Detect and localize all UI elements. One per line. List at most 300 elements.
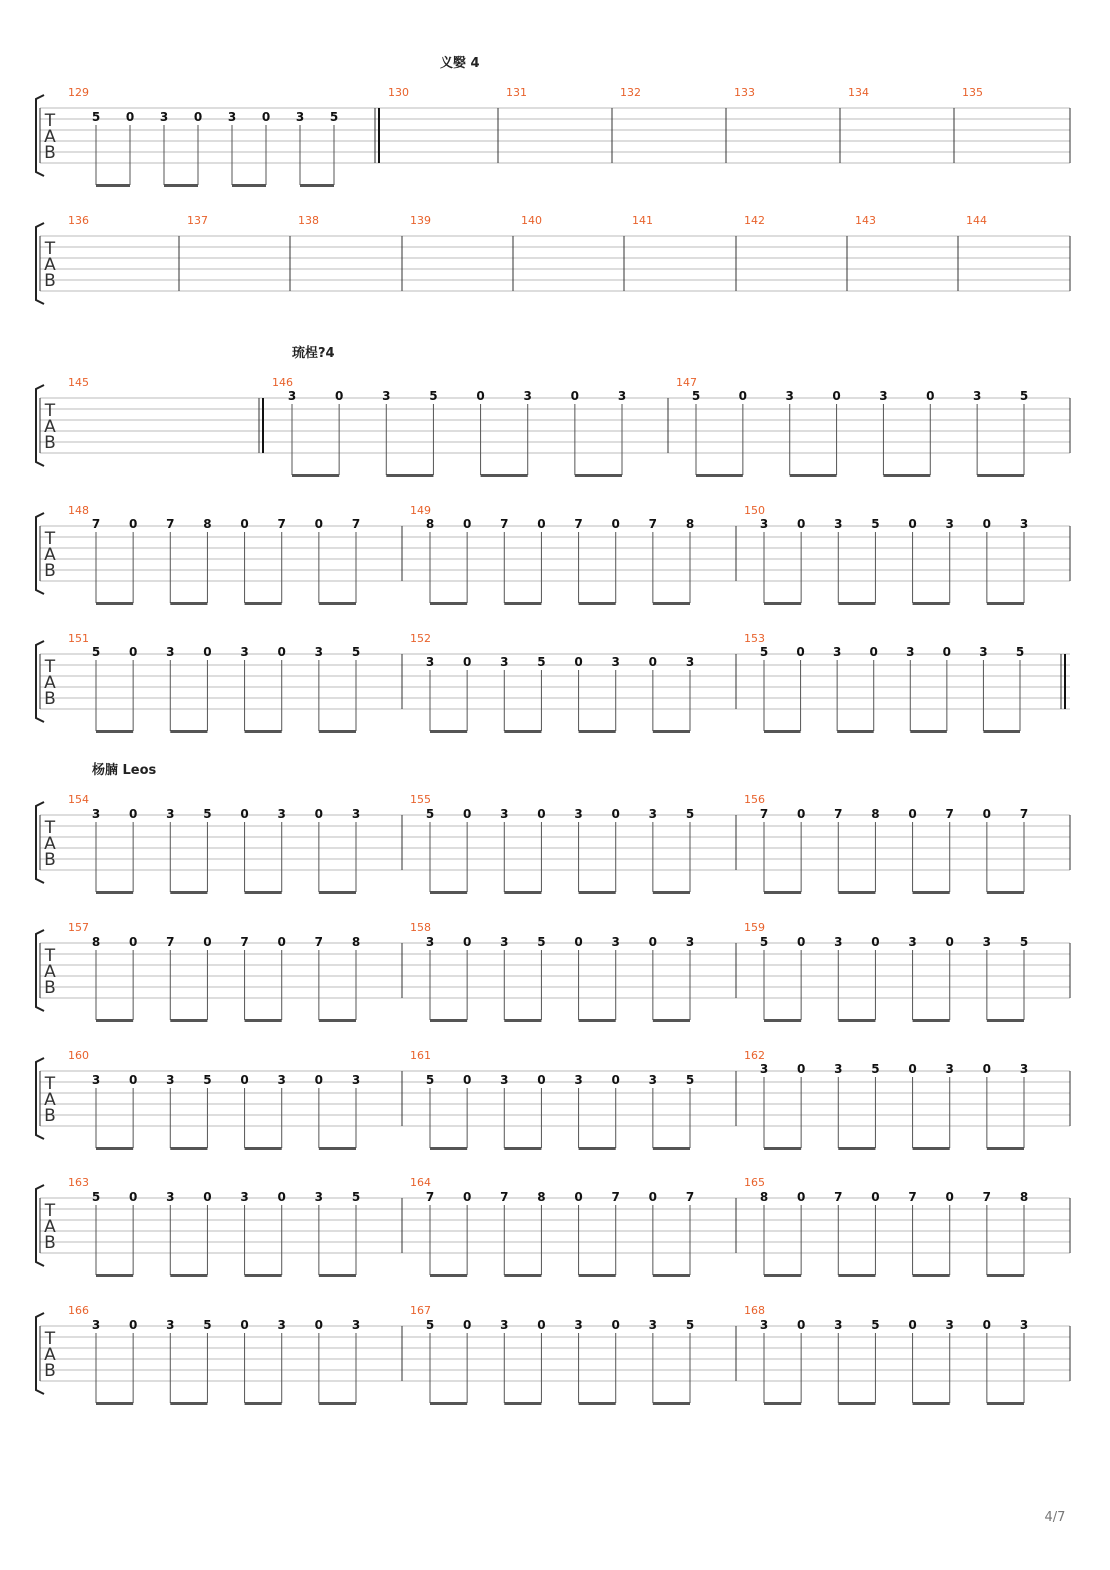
fret-number: 0 xyxy=(128,1073,138,1087)
page-number: 4/7 xyxy=(1044,1510,1066,1525)
beam xyxy=(653,1147,690,1150)
beam xyxy=(987,1019,1024,1022)
fret-number: 5 xyxy=(425,1318,435,1332)
beam xyxy=(232,184,266,187)
fret-number: 5 xyxy=(203,1073,212,1087)
measure-number: 160 xyxy=(68,1049,89,1062)
measure-number: 136 xyxy=(68,214,89,227)
fret-number: 0 xyxy=(869,645,878,659)
beam xyxy=(300,184,334,187)
fret-number: 5 xyxy=(91,645,101,659)
fret-number: 0 xyxy=(125,110,135,124)
measure-number: 131 xyxy=(506,86,527,99)
beam xyxy=(838,1402,875,1405)
fret-number: 5 xyxy=(425,1073,435,1087)
fret-number: 3 xyxy=(227,110,237,124)
fret-number: 0 xyxy=(945,935,954,949)
beam xyxy=(838,891,875,894)
fret-number: 0 xyxy=(982,1062,992,1076)
beam xyxy=(170,1019,207,1022)
fret-number: 3 xyxy=(574,1318,583,1332)
beam xyxy=(987,891,1024,894)
fret-number: 3 xyxy=(759,517,769,531)
fret-number: 0 xyxy=(982,1318,992,1332)
beam xyxy=(481,474,528,477)
fret-number: 3 xyxy=(91,1073,101,1087)
fret-number: 0 xyxy=(261,110,271,124)
fret-number: 3 xyxy=(685,935,695,949)
beam xyxy=(910,730,947,733)
fret-number: 5 xyxy=(871,1318,880,1332)
fret-number: 3 xyxy=(785,389,794,403)
tab-clef-letter: A xyxy=(44,127,56,147)
tab-clef-letter: T xyxy=(44,401,56,421)
fret-number: 0 xyxy=(574,655,583,669)
fret-number: 8 xyxy=(1019,1190,1029,1204)
beam xyxy=(764,1274,801,1277)
fret-number: 0 xyxy=(908,807,917,821)
fret-number: 3 xyxy=(685,655,695,669)
fret-number: 3 xyxy=(908,935,917,949)
fret-number: 0 xyxy=(832,389,841,403)
beam xyxy=(913,1147,950,1150)
beam xyxy=(319,1274,356,1277)
fret-number: 0 xyxy=(314,1073,324,1087)
fret-number: 0 xyxy=(203,935,212,949)
fret-number: 3 xyxy=(166,1073,175,1087)
fret-number: 7 xyxy=(834,807,843,821)
measure-number: 168 xyxy=(744,1304,765,1317)
tab-clef-letter: B xyxy=(44,850,56,870)
fret-number: 5 xyxy=(691,389,701,403)
fret-number: 3 xyxy=(91,1318,101,1332)
beam xyxy=(838,1019,875,1022)
measure-number: 163 xyxy=(68,1176,89,1189)
fret-number: 7 xyxy=(425,1190,435,1204)
measure-number: 138 xyxy=(298,214,319,227)
measure-number: 141 xyxy=(632,214,653,227)
fret-number: 7 xyxy=(648,517,658,531)
beam xyxy=(245,1019,282,1022)
beam xyxy=(319,1402,356,1405)
fret-number: 5 xyxy=(351,645,361,659)
beam xyxy=(837,730,874,733)
fret-number: 7 xyxy=(351,517,361,531)
beam xyxy=(579,1147,616,1150)
tab-clef-letter: B xyxy=(44,561,56,581)
tab-clef-letter: B xyxy=(44,689,56,709)
fret-number: 3 xyxy=(982,935,992,949)
fret-number: 0 xyxy=(537,1073,546,1087)
fret-number: 3 xyxy=(574,807,583,821)
tab-clef-letter: B xyxy=(44,143,56,163)
fret-number: 5 xyxy=(537,655,546,669)
fret-number: 8 xyxy=(351,935,361,949)
fret-number: 0 xyxy=(871,935,880,949)
fret-number: 3 xyxy=(972,389,982,403)
beam xyxy=(430,730,467,733)
beam xyxy=(170,891,207,894)
fret-number: 5 xyxy=(425,807,435,821)
beam xyxy=(696,474,743,477)
fret-number: 0 xyxy=(277,935,286,949)
fret-number: 3 xyxy=(287,389,297,403)
beam xyxy=(838,602,875,605)
beam xyxy=(838,1274,875,1277)
tab-clef-letter: T xyxy=(44,657,56,677)
fret-number: 5 xyxy=(1015,645,1025,659)
measure-number: 137 xyxy=(187,214,208,227)
fret-number: 7 xyxy=(574,517,583,531)
fret-number: 0 xyxy=(796,1318,806,1332)
fret-number: 3 xyxy=(159,110,169,124)
fret-number: 3 xyxy=(648,807,658,821)
tab-clef-letter: B xyxy=(44,1361,56,1381)
fret-number: 0 xyxy=(462,1318,472,1332)
fret-number: 0 xyxy=(574,935,583,949)
beam xyxy=(170,602,207,605)
fret-number: 0 xyxy=(648,935,658,949)
beam xyxy=(245,602,282,605)
fret-number: 5 xyxy=(203,807,212,821)
tab-clef-letter: T xyxy=(44,529,56,549)
fret-number: 8 xyxy=(91,935,101,949)
fret-number: 7 xyxy=(500,1190,509,1204)
fret-number: 0 xyxy=(537,1318,546,1332)
fret-number: 0 xyxy=(128,1318,138,1332)
beam xyxy=(170,1274,207,1277)
beam xyxy=(504,1019,541,1022)
fret-number: 5 xyxy=(1019,935,1029,949)
fret-number: 3 xyxy=(166,1190,175,1204)
fret-number: 7 xyxy=(314,935,324,949)
fret-number: 7 xyxy=(834,1190,843,1204)
fret-number: 5 xyxy=(351,1190,361,1204)
beam xyxy=(96,1274,133,1277)
fret-number: 8 xyxy=(685,517,695,531)
beam xyxy=(96,1147,133,1150)
fret-number: 0 xyxy=(462,1073,472,1087)
fret-number: 7 xyxy=(759,807,769,821)
beam xyxy=(430,891,467,894)
fret-number: 5 xyxy=(685,1073,695,1087)
fret-number: 0 xyxy=(277,645,286,659)
tab-clef-letter: T xyxy=(44,1329,56,1349)
beam xyxy=(579,730,616,733)
measure-number: 162 xyxy=(744,1049,765,1062)
beam xyxy=(504,1147,541,1150)
tab-clef-letter: T xyxy=(44,239,56,259)
fret-number: 0 xyxy=(648,1190,658,1204)
fret-number: 0 xyxy=(796,1190,806,1204)
fret-number: 0 xyxy=(203,645,212,659)
fret-number: 5 xyxy=(759,935,769,949)
fret-number: 5 xyxy=(537,935,546,949)
beam xyxy=(96,184,130,187)
measure-number: 145 xyxy=(68,376,89,389)
beam xyxy=(987,1274,1024,1277)
fret-number: 3 xyxy=(611,935,620,949)
tab-clef-letter: B xyxy=(44,978,56,998)
fret-number: 3 xyxy=(759,1062,769,1076)
fret-number: 7 xyxy=(277,517,286,531)
fret-number: 3 xyxy=(500,1318,509,1332)
beam xyxy=(764,1147,801,1150)
beam xyxy=(987,602,1024,605)
tab-clef-letter: A xyxy=(44,1345,56,1365)
fret-number: 7 xyxy=(500,517,509,531)
measure-number: 130 xyxy=(388,86,409,99)
measure-number: 139 xyxy=(410,214,431,227)
fret-number: 7 xyxy=(240,935,249,949)
measure-number: 164 xyxy=(410,1176,431,1189)
beam xyxy=(653,891,690,894)
fret-number: 3 xyxy=(240,1190,249,1204)
fret-number: 5 xyxy=(685,1318,695,1332)
fret-number: 5 xyxy=(871,517,880,531)
beam xyxy=(764,1019,801,1022)
beam xyxy=(96,891,133,894)
fret-number: 3 xyxy=(1019,1062,1029,1076)
fret-number: 0 xyxy=(240,807,249,821)
fret-number: 5 xyxy=(203,1318,212,1332)
beam xyxy=(386,474,433,477)
fret-number: 8 xyxy=(425,517,435,531)
fret-number: 0 xyxy=(240,1318,249,1332)
tab-clef-letter: B xyxy=(44,1106,56,1126)
fret-number: 0 xyxy=(314,517,324,531)
fret-number: 3 xyxy=(906,645,915,659)
beam xyxy=(504,602,541,605)
measure-number: 153 xyxy=(744,632,765,645)
beam xyxy=(245,1147,282,1150)
fret-number: 0 xyxy=(462,517,472,531)
beam xyxy=(764,730,801,733)
measure-number: 129 xyxy=(68,86,89,99)
fret-number: 0 xyxy=(871,1190,880,1204)
fret-number: 0 xyxy=(908,1062,917,1076)
fret-number: 0 xyxy=(476,389,485,403)
measure-number: 140 xyxy=(521,214,542,227)
measure-number: 150 xyxy=(744,504,765,517)
beam xyxy=(579,1402,616,1405)
fret-number: 3 xyxy=(166,1318,175,1332)
fret-number: 3 xyxy=(277,1318,286,1332)
fret-number: 3 xyxy=(382,389,391,403)
beam xyxy=(504,1274,541,1277)
beam xyxy=(245,1402,282,1405)
fret-number: 0 xyxy=(193,110,203,124)
beam xyxy=(579,602,616,605)
fret-number: 7 xyxy=(166,935,175,949)
fret-number: 3 xyxy=(1019,1318,1029,1332)
tab-clef-letter: B xyxy=(44,433,56,453)
tab-clef-letter: T xyxy=(44,946,56,966)
beam xyxy=(319,602,356,605)
fret-number: 0 xyxy=(240,1073,249,1087)
section-label: 义嫛 4 xyxy=(440,56,480,71)
tab-clef-letter: B xyxy=(44,271,56,291)
fret-number: 3 xyxy=(351,1318,361,1332)
measure-number: 157 xyxy=(68,921,89,934)
fret-number: 3 xyxy=(945,1318,954,1332)
fret-number: 7 xyxy=(982,1190,992,1204)
fret-number: 0 xyxy=(462,807,472,821)
fret-number: 3 xyxy=(425,935,435,949)
beam xyxy=(319,730,356,733)
fret-number: 0 xyxy=(738,389,748,403)
beam xyxy=(983,730,1020,733)
beam xyxy=(504,730,541,733)
fret-number: 0 xyxy=(537,517,546,531)
fret-number: 0 xyxy=(796,935,806,949)
beam xyxy=(653,602,690,605)
measure-number: 167 xyxy=(410,1304,431,1317)
fret-number: 3 xyxy=(351,1073,361,1087)
beam xyxy=(245,891,282,894)
fret-number: 7 xyxy=(1019,807,1029,821)
beam xyxy=(319,891,356,894)
beam xyxy=(504,1402,541,1405)
section-label: 杨腩 Leos xyxy=(92,763,157,778)
beam xyxy=(987,1147,1024,1150)
fret-number: 3 xyxy=(834,1318,843,1332)
beam xyxy=(170,1147,207,1150)
beam xyxy=(170,730,207,733)
beam xyxy=(430,1402,467,1405)
measure-number: 154 xyxy=(68,793,89,806)
beam xyxy=(653,1019,690,1022)
fret-number: 0 xyxy=(128,1190,138,1204)
fret-number: 3 xyxy=(945,517,954,531)
tab-clef-letter: T xyxy=(44,1201,56,1221)
fret-number: 5 xyxy=(329,110,339,124)
fret-number: 3 xyxy=(425,655,435,669)
fret-number: 0 xyxy=(462,1190,472,1204)
fret-number: 0 xyxy=(462,935,472,949)
beam xyxy=(430,602,467,605)
measure-number: 146 xyxy=(272,376,293,389)
measure-number: 155 xyxy=(410,793,431,806)
fret-number: 0 xyxy=(796,1062,806,1076)
beam xyxy=(579,1019,616,1022)
fret-number: 0 xyxy=(277,1190,286,1204)
tab-clef-letter: B xyxy=(44,1233,56,1253)
beam xyxy=(883,474,930,477)
measure-number: 132 xyxy=(620,86,641,99)
fret-number: 0 xyxy=(982,807,992,821)
beam xyxy=(913,1019,950,1022)
fret-number: 5 xyxy=(429,389,438,403)
fret-number: 3 xyxy=(277,1073,286,1087)
fret-number: 8 xyxy=(203,517,212,531)
fret-number: 7 xyxy=(908,1190,917,1204)
beam xyxy=(790,474,837,477)
fret-number: 0 xyxy=(203,1190,212,1204)
tab-clef-letter: T xyxy=(44,818,56,838)
beam xyxy=(164,184,198,187)
fret-number: 0 xyxy=(908,517,917,531)
fret-number: 0 xyxy=(796,807,806,821)
tab-clef-letter: A xyxy=(44,673,56,693)
fret-number: 3 xyxy=(523,389,532,403)
fret-number: 0 xyxy=(128,517,138,531)
measure-number: 135 xyxy=(962,86,983,99)
beam xyxy=(430,1019,467,1022)
fret-number: 3 xyxy=(277,807,286,821)
fret-number: 3 xyxy=(648,1073,658,1087)
measure-number: 156 xyxy=(744,793,765,806)
fret-number: 3 xyxy=(648,1318,658,1332)
fret-number: 7 xyxy=(685,1190,695,1204)
measure-number: 161 xyxy=(410,1049,431,1062)
beam xyxy=(653,730,690,733)
fret-number: 3 xyxy=(500,935,509,949)
fret-number: 0 xyxy=(537,807,546,821)
fret-number: 0 xyxy=(611,1318,620,1332)
beam xyxy=(430,1274,467,1277)
beam xyxy=(913,602,950,605)
fret-number: 3 xyxy=(834,1062,843,1076)
fret-number: 5 xyxy=(91,110,101,124)
fret-number: 3 xyxy=(295,110,305,124)
fret-number: 3 xyxy=(91,807,101,821)
tab-clef-letter: A xyxy=(44,1090,56,1110)
beam xyxy=(170,1402,207,1405)
fret-number: 0 xyxy=(926,389,935,403)
beam xyxy=(96,1402,133,1405)
fret-number: 3 xyxy=(166,807,175,821)
measure-number: 134 xyxy=(848,86,869,99)
beam xyxy=(653,1402,690,1405)
beam xyxy=(430,1147,467,1150)
tab-clef-letter: A xyxy=(44,545,56,565)
beam xyxy=(319,1147,356,1150)
fret-number: 3 xyxy=(611,655,620,669)
fret-number: 0 xyxy=(945,1190,954,1204)
fret-number: 3 xyxy=(314,645,324,659)
fret-number: 8 xyxy=(537,1190,546,1204)
fret-number: 3 xyxy=(314,1190,324,1204)
fret-number: 3 xyxy=(834,935,843,949)
tab-clef-letter: A xyxy=(44,1217,56,1237)
fret-number: 5 xyxy=(91,1190,101,1204)
measure-number: 133 xyxy=(734,86,755,99)
fret-number: 3 xyxy=(979,645,988,659)
fret-number: 0 xyxy=(462,655,472,669)
measure-number: 148 xyxy=(68,504,89,517)
fret-number: 0 xyxy=(128,935,138,949)
fret-number: 0 xyxy=(334,389,344,403)
beam xyxy=(579,891,616,894)
fret-number: 5 xyxy=(1019,389,1029,403)
tab-clef-letter: A xyxy=(44,255,56,275)
fret-number: 3 xyxy=(945,1062,954,1076)
fret-number: 3 xyxy=(240,645,249,659)
beam xyxy=(977,474,1024,477)
fret-number: 3 xyxy=(574,1073,583,1087)
beam xyxy=(292,474,339,477)
fret-number: 7 xyxy=(91,517,101,531)
beam xyxy=(838,1147,875,1150)
beam xyxy=(96,1019,133,1022)
beam xyxy=(653,1274,690,1277)
fret-number: 3 xyxy=(166,645,175,659)
fret-number: 5 xyxy=(759,645,769,659)
beam xyxy=(575,474,622,477)
beam xyxy=(245,1274,282,1277)
beam xyxy=(96,602,133,605)
